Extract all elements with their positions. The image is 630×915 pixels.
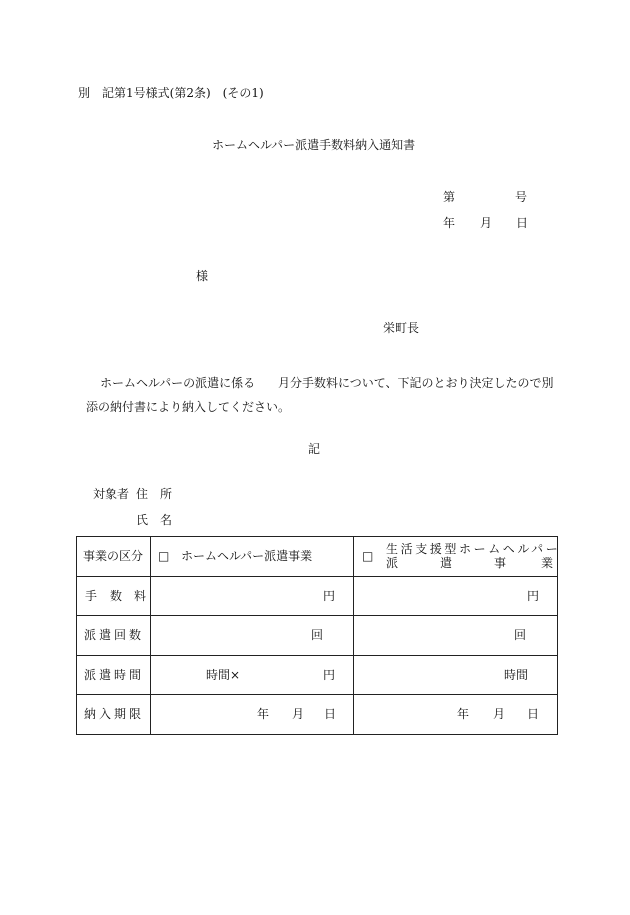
col1-title: ホームヘルパー派遣事業 <box>181 549 313 563</box>
fee-yen-unit: 円 <box>527 588 540 603</box>
due-year: 年 <box>257 707 270 721</box>
hours-multiplier: 時間× <box>206 667 241 682</box>
addressee-suffix: 様 <box>196 269 209 283</box>
due-day: 日 <box>324 707 337 721</box>
fee-yen-unit: 円 <box>323 588 336 603</box>
form-header: 別 記第1号様式(第2条) (その1) <box>78 86 264 100</box>
hours-label-cell <box>77 655 151 695</box>
ki-heading: 記 <box>308 442 321 456</box>
due-year: 年 <box>457 707 470 721</box>
count-col2[interactable] <box>354 616 558 656</box>
hours-yen-unit: 円 <box>323 667 336 682</box>
hours-label: 派遣時間 <box>84 667 145 682</box>
category-label: 事業の区分 <box>83 549 144 563</box>
hours-col1[interactable] <box>151 655 354 695</box>
count-label-cell <box>77 616 151 656</box>
subject-address-label: 住 所 <box>136 487 173 501</box>
due-month: 月 <box>292 707 305 721</box>
category-col1 <box>151 537 354 577</box>
table-row-count <box>77 616 558 656</box>
doc-number-prefix: 第 <box>443 190 456 204</box>
col2-title-line1: 生活支援型ホームヘルパー <box>386 542 561 556</box>
document-title: ホームヘルパー派遣手数料納入通知書 <box>212 138 416 152</box>
body-line-1a: ホームヘルパーの派遣に係る <box>100 376 256 390</box>
body-line-1b: 月分手数料について、下記のとおり決定したので別 <box>278 376 554 390</box>
hours-col2[interactable] <box>354 655 558 695</box>
issuer: 栄町長 <box>383 321 420 335</box>
count-col1[interactable] <box>151 616 354 656</box>
table-row-hours <box>77 655 558 695</box>
due-col1[interactable] <box>151 695 354 735</box>
hours-unit: 時間 <box>504 667 529 682</box>
doc-number-suffix: 号 <box>515 190 528 204</box>
table-row-due <box>77 695 558 735</box>
table-row-category <box>77 537 558 577</box>
due-month: 月 <box>493 707 506 721</box>
count-unit: 回 <box>514 628 527 642</box>
due-label: 納入期限 <box>84 707 145 721</box>
table-row-fee <box>77 576 558 616</box>
body-line-2: 添の納付書により納入してください。 <box>86 400 291 414</box>
category-col2: □ 生活支援型ホームヘルパー 派 遣 事 業 <box>354 537 558 577</box>
fee-label-cell: 手 数 料 <box>77 576 151 616</box>
date-year: 年 <box>443 216 456 230</box>
subject-name-label: 氏 名 <box>136 513 173 527</box>
fee-table <box>76 536 561 735</box>
fee-col2[interactable] <box>354 576 558 616</box>
checkbox-icon[interactable]: □ <box>362 549 374 563</box>
checkbox-icon[interactable]: □ <box>158 549 170 563</box>
category-label-cell <box>77 537 151 577</box>
due-col2[interactable] <box>354 695 558 735</box>
fee-col1[interactable] <box>151 576 354 616</box>
due-day: 日 <box>527 707 540 721</box>
subject-label: 対象者 <box>93 487 130 501</box>
date-day: 日 <box>516 216 529 230</box>
count-unit: 回 <box>311 628 324 642</box>
date-month: 月 <box>480 216 493 230</box>
due-label-cell <box>77 695 151 735</box>
count-label: 派遣回数 <box>84 628 145 642</box>
